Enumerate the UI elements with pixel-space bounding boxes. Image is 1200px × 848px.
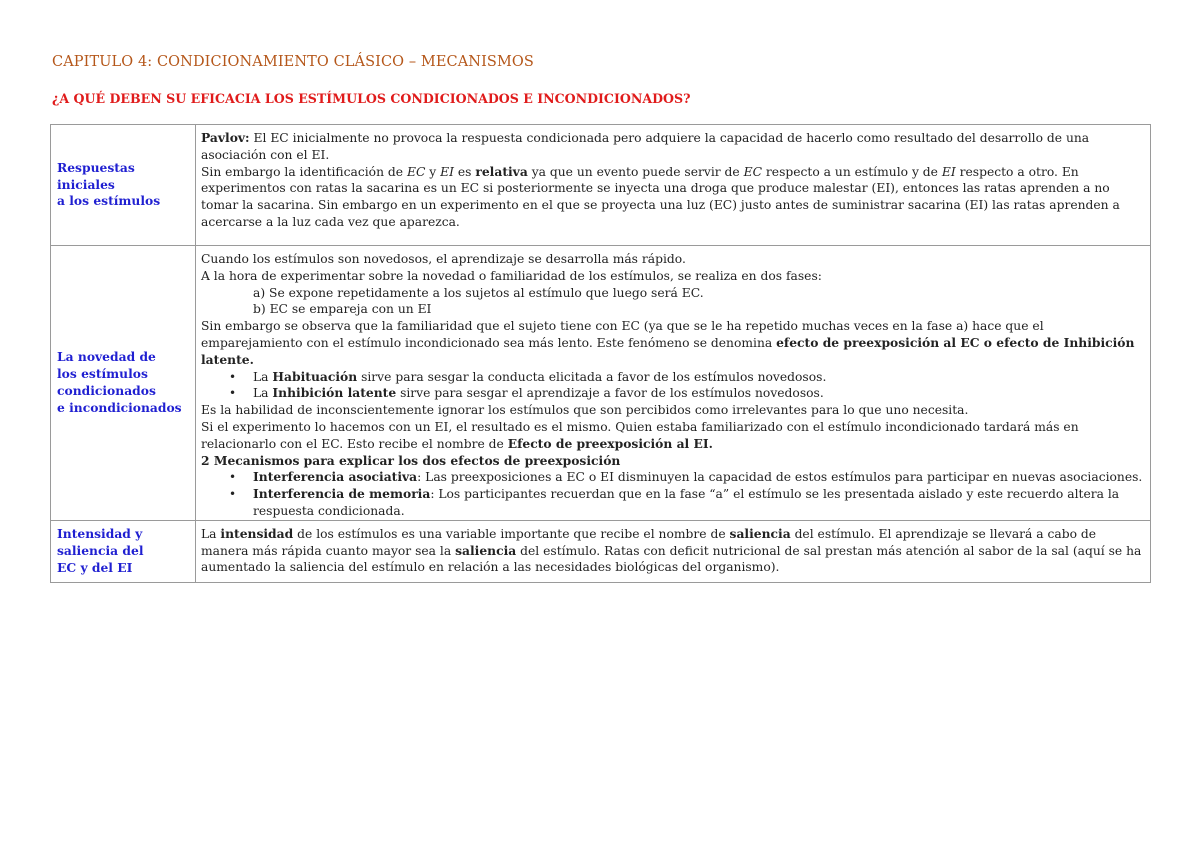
row-content xyxy=(196,246,1151,521)
bold-text: Inhibición latente xyxy=(272,385,397,401)
text: del estímulo. El aprendizaje se llevará a cabo de manera más rápida cuanto mayor sea la xyxy=(201,526,1097,558)
text: La xyxy=(201,526,221,541)
paragraph: Es la habilidad de inconscientemente ignorar los estímulos que son percibidos como irrelevantes para lo que uno necesita. xyxy=(201,403,969,418)
text: El EC inicialmente no provoca la respuesta condicionada pero adquiere la capacidad de hacerlo como resultado del desarrollo de una asociación con el EI. xyxy=(201,131,1090,162)
text: ya que un evento puede servir de xyxy=(527,164,744,179)
paragraph xyxy=(201,453,1144,470)
text: respecto a un estímulo y de xyxy=(762,164,942,179)
italic-text: EC xyxy=(406,164,426,179)
text: : Los participantes recuerdan que en la fase “a” el estímulo se les presentada aislado y este recuerdo altera la respuesta condicionada. xyxy=(253,487,1120,518)
row-label xyxy=(51,125,196,246)
bold-text: saliencia xyxy=(729,525,791,541)
bullet-item xyxy=(201,369,1144,386)
paragraph xyxy=(201,164,1144,231)
italic-text: EI xyxy=(941,164,956,179)
table-row xyxy=(51,246,1151,521)
bold-text: relativa xyxy=(475,163,528,179)
bold-text: Interferencia de memoria xyxy=(253,486,431,502)
bullet-icon: • xyxy=(229,487,237,502)
paragraph xyxy=(201,419,1144,453)
text: La xyxy=(253,386,273,401)
text: de los estímulos es una variable importante que recibe el nombre de xyxy=(293,526,730,541)
row-label xyxy=(51,520,196,582)
bullet-item xyxy=(201,486,1144,520)
section-question: ¿A QUÉ DEBEN SU EFICACIA LOS ESTÍMULOS CONDICIONADOS E INCONDICIONADOS? xyxy=(52,91,691,106)
bullet-item xyxy=(201,385,1144,402)
bold-text: Efecto de preexposición al EI. xyxy=(507,435,713,451)
bold-text: Pavlov: xyxy=(201,130,250,145)
paragraph: Cuando los estímulos son novedosos, el aprendizaje se desarrolla más rápido. xyxy=(201,252,686,266)
paragraph xyxy=(201,130,1144,164)
text: sirve para sesgar la conducta elicitada a favor de los estímulos novedosos. xyxy=(357,369,827,384)
content-table xyxy=(50,124,1151,583)
text: Sin embargo la identificación de xyxy=(201,164,407,179)
bold-text: intensidad xyxy=(220,525,294,541)
text: sirve para sesgar el aprendizaje a favor de los estímulos novedosos. xyxy=(396,386,824,401)
list-item: b) EC se empareja con un EI xyxy=(253,302,432,317)
paragraph xyxy=(201,526,1144,576)
row-content xyxy=(196,125,1151,246)
bold-text: efecto de preexposición al EC o efecto de Inhibición latente. xyxy=(201,334,1135,367)
bold-text: Habituación xyxy=(272,368,358,384)
text: La xyxy=(253,369,273,384)
bold-text: saliencia xyxy=(455,542,517,558)
text: : Las preexposiciones a EC o EI disminuyen la capacidad de estos estímulos para participar en nuevas asociaciones. xyxy=(417,470,1143,485)
text: y xyxy=(425,164,441,179)
italic-text: EC xyxy=(743,164,762,179)
table-row xyxy=(51,520,1151,582)
bullet-item xyxy=(201,469,1144,486)
bullet-icon: • xyxy=(229,386,237,401)
chapter-title: CAPITULO 4: CONDICIONAMIENTO CLÁSICO – MECANISMOS xyxy=(52,54,534,70)
text: respecto a otro. En experimentos con ratas la sacarina es un EC si posteriormente se inyecta una droga que produce malestar (EI), entonces las ratas aprenden a no tomar la sacarina. Sin embargo en un experimento en el que se proyecta una luz (EC) justo antes de suministrar sacarina (EI) las ratas aprenden a acercarse a la luz cada vez que aparezca. xyxy=(201,164,1120,229)
text: Si el experimento lo hacemos con un EI, el resultado es el mismo. Quien estaba familiarizado con el estímulo incondicionado tardará más en relacionarlo con el EC. Esto recibe el nombre de xyxy=(201,419,1079,451)
paragraph: A la hora de experimentar sobre la novedad o familiaridad de los estímulos, se realiza en dos fases: xyxy=(201,268,822,283)
bullet-icon: • xyxy=(229,470,237,485)
bullet-icon: • xyxy=(229,369,237,384)
text: Sin embargo se observa que la familiaridad que el sujeto tiene con EC (ya que se le ha repetido muchas veces en la fase a) hace que el emparejamiento con el estímulo incondicionado sea más lento. Este fenómeno se denomina xyxy=(201,319,1044,350)
list-item: a) Se expone repetidamente a los sujetos al estímulo que luego será EC. xyxy=(253,285,704,300)
italic-text: EI xyxy=(440,164,454,179)
text: del estímulo. Ratas con deficit nutricional de sal prestan más atención al sabor de la sal (aquí se ha aumentado la saliencia del estímulo en relación a las necesidades biológicas del organismo). xyxy=(201,543,1142,575)
bold-text: Interferencia asociativa xyxy=(253,469,418,485)
row-label-text: Intensidad y saliencia del EC y del EI xyxy=(57,526,144,575)
paragraph xyxy=(201,318,1144,368)
text: es xyxy=(453,164,476,179)
row-content xyxy=(196,520,1151,582)
row-label xyxy=(51,246,196,521)
row-label-text: La novedad de los estímulos condicionados e incondicionados xyxy=(57,349,182,415)
table-row xyxy=(51,125,1151,246)
bold-text: 2 Mecanismos para explicar los dos efectos de preexposición xyxy=(201,452,621,468)
row-label-text: Respuestas iniciales a los estímulos xyxy=(57,159,161,209)
